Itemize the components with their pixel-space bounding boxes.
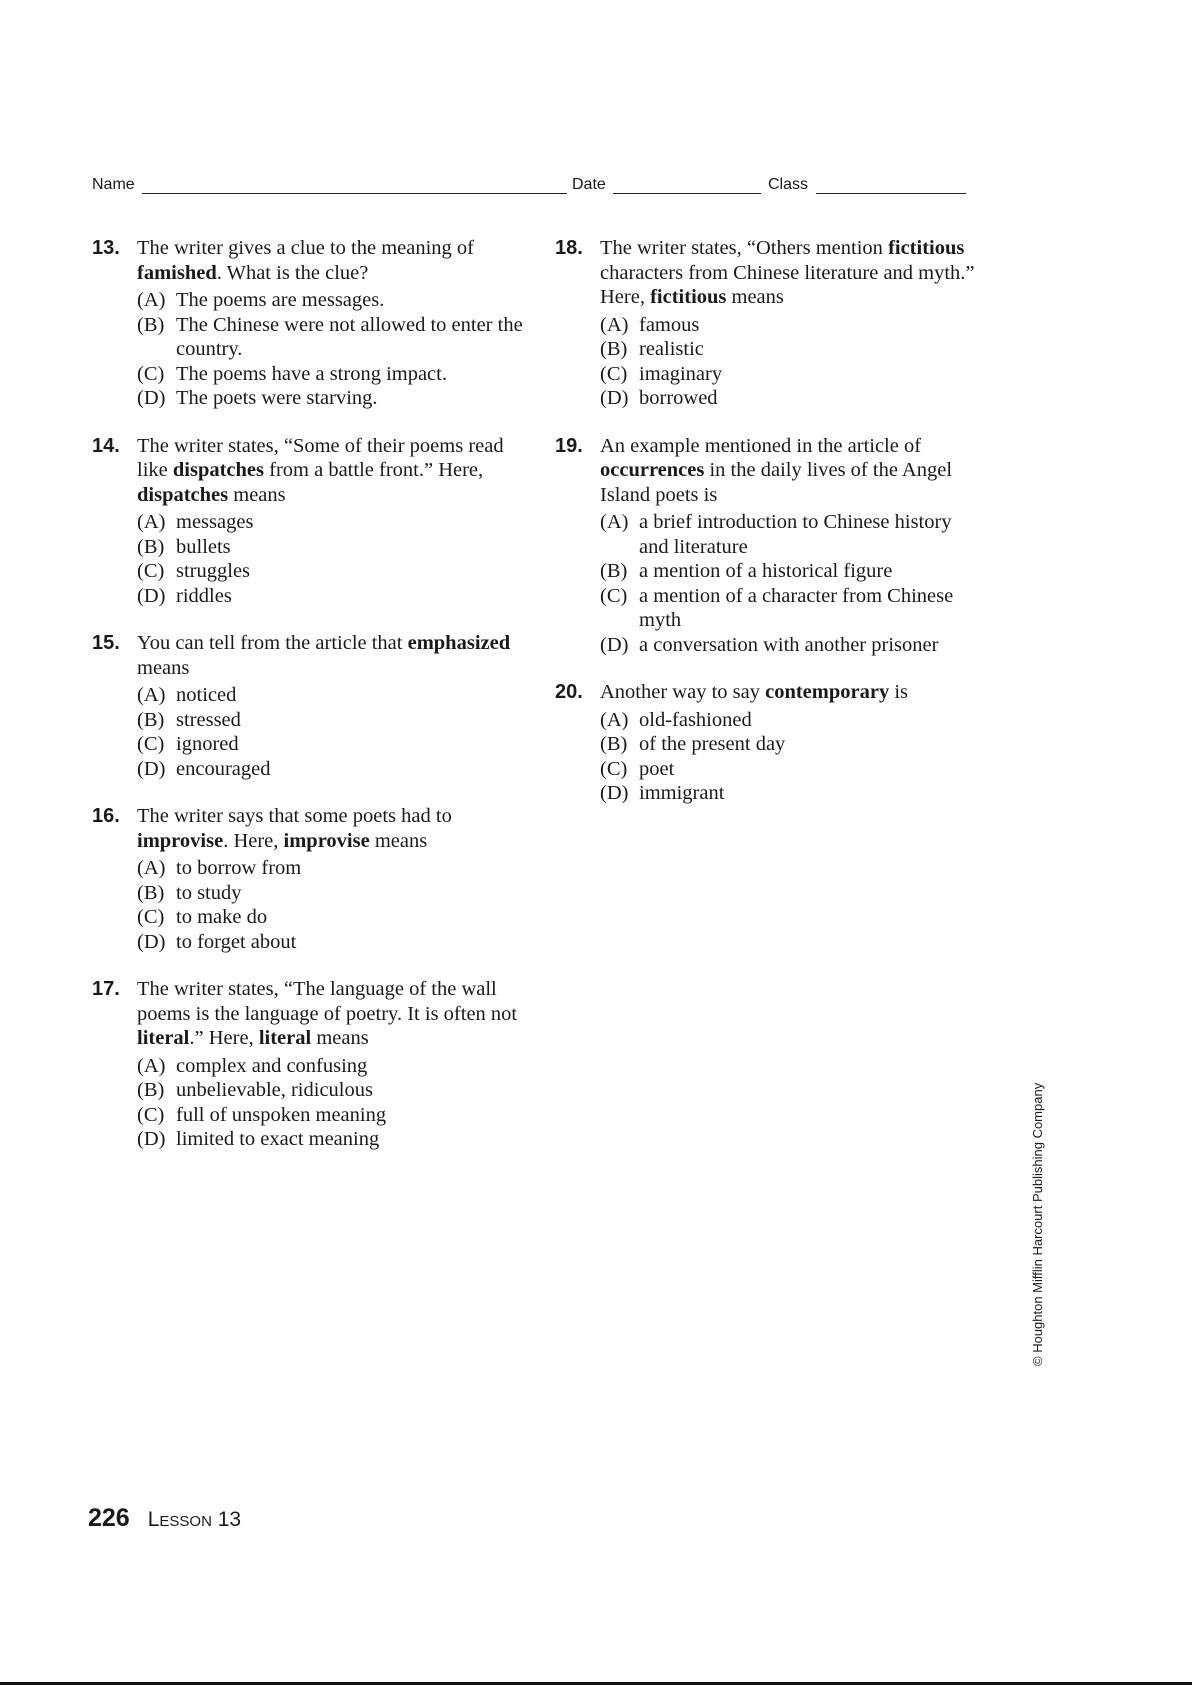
answer-option[interactable]	[600, 757, 975, 782]
answer-option[interactable]	[137, 1078, 532, 1103]
option-text: The Chinese were not allowed to enter the country.	[176, 313, 523, 360]
stem-text: means	[137, 656, 190, 679]
option-text: immigrant	[639, 782, 725, 804]
option-text: borrowed	[639, 387, 718, 409]
class-field[interactable]	[768, 176, 808, 194]
option-text: ignored	[176, 733, 239, 755]
option-letter: (B)	[600, 560, 628, 582]
option-letter: (C)	[137, 560, 165, 582]
option-letter: (B)	[137, 1079, 165, 1101]
question-number: 20.	[555, 681, 583, 703]
answer-option[interactable]	[137, 288, 532, 313]
question-number: 14.	[92, 434, 120, 457]
answer-option[interactable]	[137, 732, 532, 757]
stem-text: . What is the clue?	[216, 261, 369, 284]
answer-option[interactable]	[137, 535, 532, 560]
stem-text: from a battle front.” Here,	[264, 459, 484, 481]
vocabulary-word: dispatches	[172, 459, 265, 481]
option-text: a conversation with another prisoner	[639, 633, 939, 656]
question-number: 15.	[92, 632, 120, 654]
vocabulary-word: dispatches	[137, 483, 229, 506]
answer-option[interactable]	[600, 337, 975, 362]
date-blank-line[interactable]	[613, 193, 761, 194]
answer-option[interactable]	[600, 362, 975, 387]
page-footer	[88, 1504, 241, 1533]
class-label: Class	[768, 176, 809, 193]
answer-option[interactable]	[137, 362, 532, 387]
answer-option[interactable]	[137, 856, 532, 881]
option-text: to forget about	[176, 930, 297, 953]
question-item	[555, 236, 975, 411]
lesson-label: Lesson 13	[147, 1508, 242, 1531]
option-letter: (D)	[600, 633, 629, 656]
vocabulary-word: fictitious	[650, 286, 727, 308]
option-letter: (A)	[137, 857, 166, 879]
option-letter: (D)	[137, 1128, 166, 1150]
question-number: 17.	[92, 978, 120, 1000]
option-text: complex and confusing	[176, 1054, 368, 1077]
option-text: The poets were starving.	[176, 387, 378, 409]
option-text: realistic	[639, 338, 704, 360]
stem-text: The writer states, “Others mention	[600, 237, 889, 259]
stem-text: The writer gives a clue to the meaning of	[137, 237, 474, 259]
option-letter: (C)	[137, 362, 165, 385]
question-item	[555, 434, 975, 658]
option-text: unbelievable, ridiculous	[176, 1079, 373, 1101]
date-field[interactable]	[572, 176, 606, 194]
vocabulary-word: improvise	[283, 829, 370, 852]
stem-text: is	[889, 681, 909, 703]
option-text: messages	[176, 511, 254, 533]
option-text: of the present day	[639, 733, 786, 755]
stem-text: means	[369, 829, 428, 852]
answer-option[interactable]	[600, 559, 975, 584]
option-text: a mention of a historical figure	[639, 560, 893, 582]
option-text: full of unspoken meaning	[176, 1103, 387, 1126]
question-item	[92, 804, 532, 954]
answer-option[interactable]	[137, 1054, 532, 1079]
questions-left-column	[92, 236, 532, 1175]
option-letter: (D)	[137, 387, 166, 409]
option-text: to study	[176, 881, 242, 904]
question-item	[92, 977, 532, 1152]
answer-options	[137, 510, 532, 608]
answer-options	[600, 313, 975, 411]
option-letter: (D)	[137, 757, 166, 780]
question-stem	[137, 631, 532, 680]
option-text: a mention of a character from Chinese myth	[639, 584, 954, 631]
stem-text: means	[726, 286, 784, 308]
answer-option[interactable]	[137, 584, 532, 609]
option-text: famous	[639, 313, 700, 336]
option-text: stressed	[176, 708, 241, 731]
answer-options	[600, 708, 975, 806]
option-letter: (A)	[600, 511, 629, 533]
question-number: 18.	[555, 237, 583, 259]
option-text: riddles	[176, 584, 232, 607]
answer-option[interactable]	[137, 708, 532, 733]
option-letter: (D)	[137, 930, 166, 953]
question-stem	[600, 680, 975, 705]
answer-options	[137, 856, 532, 954]
answer-option[interactable]	[137, 757, 532, 782]
class-blank-line[interactable]	[816, 193, 966, 194]
date-label: Date	[572, 176, 606, 193]
option-letter: (A)	[137, 289, 166, 311]
option-text: encouraged	[176, 757, 271, 780]
option-text: The poems are messages.	[176, 289, 385, 311]
name-field[interactable]	[92, 176, 135, 194]
copyright-notice: © Houghton Mifflin Harcourt Publishing Company	[1030, 1082, 1045, 1366]
option-letter: (C)	[137, 906, 165, 928]
question-number: 13.	[92, 237, 120, 259]
answer-option[interactable]	[600, 510, 975, 559]
option-letter: (B)	[137, 535, 165, 558]
stem-text: .” Here,	[189, 1027, 259, 1049]
option-letter: (A)	[137, 684, 166, 706]
question-stem	[137, 434, 532, 508]
stem-text: The writer states, “Some of their poems read like	[137, 434, 504, 481]
question-stem	[600, 434, 975, 508]
vocabulary-word: literal	[137, 1027, 190, 1049]
option-letter: (C)	[600, 757, 628, 780]
vocabulary-word: emphasized	[407, 632, 511, 654]
option-letter: (A)	[600, 708, 629, 731]
questions-right-column	[555, 236, 975, 829]
option-letter: (C)	[137, 1103, 165, 1126]
option-text: a brief introduction to Chinese history and literature	[639, 511, 952, 558]
option-letter: (C)	[137, 733, 165, 755]
question-number: 19.	[555, 434, 583, 457]
answer-option[interactable]	[600, 708, 975, 733]
stem-text: means	[311, 1027, 369, 1049]
name-label: Name	[92, 176, 135, 193]
answer-options	[137, 683, 532, 781]
answer-option[interactable]	[137, 559, 532, 584]
option-text: imaginary	[639, 362, 723, 385]
option-text: old-fashioned	[639, 708, 752, 731]
option-text: bullets	[176, 535, 231, 558]
question-item	[92, 631, 532, 781]
option-letter: (A)	[137, 511, 166, 533]
option-text: limited to exact meaning	[176, 1128, 380, 1150]
page-number: 226	[88, 1504, 130, 1532]
option-text: The poems have a strong impact.	[176, 362, 447, 385]
option-letter: (D)	[137, 584, 166, 607]
answer-option[interactable]	[600, 633, 975, 658]
option-text: struggles	[176, 560, 251, 582]
option-letter: (B)	[137, 313, 165, 336]
option-letter: (B)	[600, 733, 628, 755]
option-text: poet	[639, 757, 675, 780]
option-letter: (B)	[137, 708, 165, 731]
answer-option[interactable]	[137, 510, 532, 535]
answer-option[interactable]	[137, 930, 532, 955]
answer-options	[137, 1054, 532, 1152]
option-letter: (C)	[600, 584, 628, 607]
question-number: 16.	[92, 805, 120, 827]
stem-text: The writer says that some poets had to	[137, 805, 452, 827]
question-item	[92, 434, 532, 609]
question-item	[92, 236, 532, 411]
answer-option[interactable]	[137, 386, 532, 411]
option-letter: (A)	[600, 313, 629, 336]
vocabulary-word: contemporary	[765, 681, 890, 703]
option-letter: (B)	[600, 338, 628, 360]
vocabulary-word: occurrences	[600, 459, 705, 481]
stem-text: in the daily lives of the Angel Island poets is	[600, 459, 953, 506]
name-blank-line[interactable]	[142, 193, 567, 194]
answer-option[interactable]	[137, 1103, 532, 1128]
stem-text: Another way to say	[600, 681, 766, 703]
option-letter: (D)	[600, 387, 629, 409]
question-item	[555, 680, 975, 806]
stem-text: The writer states, “The language of the wall poems is the language of poetry. It is often not	[137, 978, 518, 1025]
option-text: noticed	[176, 684, 237, 706]
answer-option[interactable]	[600, 386, 975, 411]
answer-options	[600, 510, 975, 657]
stem-text: An example mentioned in the article of	[600, 434, 922, 457]
question-stem	[600, 236, 975, 310]
question-stem	[137, 977, 532, 1051]
answer-option[interactable]	[137, 313, 532, 362]
answer-option[interactable]	[600, 584, 975, 633]
answer-options	[137, 288, 532, 411]
question-stem	[137, 804, 532, 853]
answer-option[interactable]	[600, 781, 975, 806]
answer-option[interactable]	[137, 683, 532, 708]
option-letter: (A)	[137, 1054, 166, 1077]
vocabulary-word: improvise	[137, 829, 224, 852]
stem-text: You can tell from the article that	[137, 632, 408, 654]
vocabulary-word: fictitious	[888, 237, 965, 259]
answer-option[interactable]	[137, 881, 532, 906]
vocabulary-word: famished	[137, 261, 217, 284]
answer-option[interactable]	[600, 313, 975, 338]
option-letter: (B)	[137, 881, 165, 904]
option-letter: (C)	[600, 362, 628, 385]
stem-text: characters from Chinese literature and myth.” Here,	[600, 261, 975, 308]
question-stem	[137, 236, 532, 285]
answer-option[interactable]	[600, 732, 975, 757]
stem-text: means	[228, 483, 286, 506]
stem-text: . Here,	[223, 829, 284, 852]
answer-option[interactable]	[137, 905, 532, 930]
answer-option[interactable]	[137, 1127, 532, 1152]
vocabulary-word: literal	[258, 1027, 312, 1049]
option-text: to make do	[176, 906, 268, 928]
option-letter: (D)	[600, 782, 629, 804]
option-text: to borrow from	[176, 857, 302, 879]
